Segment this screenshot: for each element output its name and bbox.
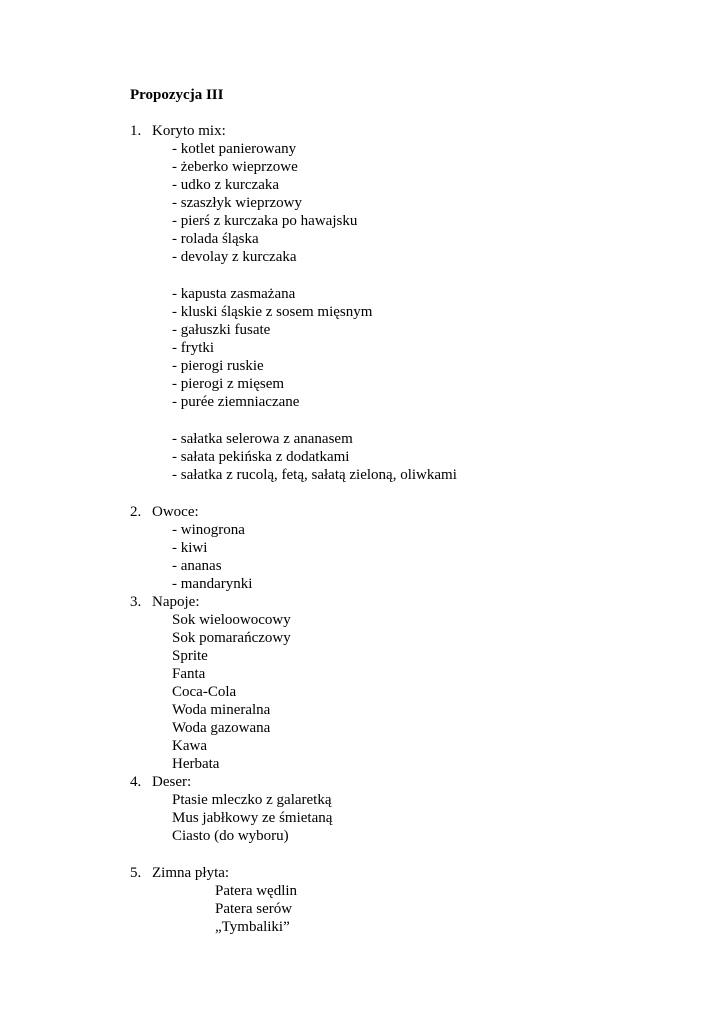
section-2-heading: Owoce: <box>152 504 199 520</box>
list-item: Woda mineralna <box>172 702 271 718</box>
list-item: - ananas <box>172 558 222 574</box>
list-item: Sprite <box>172 648 208 664</box>
list-item: - purée ziemniaczane <box>172 394 300 410</box>
section-4-number: 4. <box>130 774 142 790</box>
list-item: Sok pomarańczowy <box>172 630 291 646</box>
list-item: - devolay z kurczaka <box>172 249 297 265</box>
document-title: Propozycja III <box>130 87 224 103</box>
list-item: Mus jabłkowy ze śmietaną <box>172 810 333 826</box>
section-3-number: 3. <box>130 594 142 610</box>
list-item: - winogrona <box>172 522 245 538</box>
list-item: - frytki <box>172 340 215 356</box>
list-item: - kiwi <box>172 540 208 556</box>
section-1-heading: Koryto mix: <box>152 123 226 139</box>
list-item: - udko z kurczaka <box>172 177 280 193</box>
list-item: Kawa <box>172 738 207 754</box>
list-item: - sałata pekińska z dodatkami <box>172 449 350 465</box>
list-item: Coca-Cola <box>172 684 237 700</box>
section-5-number: 5. <box>130 865 142 881</box>
section-1-number: 1. <box>130 123 142 139</box>
list-item: Ptasie mleczko z galaretką <box>172 792 332 808</box>
list-item: - sałatka selerowa z ananasem <box>172 431 353 447</box>
list-item: Ciasto (do wyboru) <box>172 828 289 844</box>
list-item: Fanta <box>172 666 206 682</box>
list-item: - sałatka z rucolą, fetą, sałatą zieloną, oliwkami <box>172 467 457 483</box>
section-2-number: 2. <box>130 504 142 520</box>
list-item: Patera serów <box>215 901 293 917</box>
section-4-heading: Deser: <box>152 774 192 790</box>
list-item: - pierogi ruskie <box>172 358 264 374</box>
list-item: Woda gazowana <box>172 720 271 736</box>
list-item: - szaszłyk wieprzowy <box>172 195 302 211</box>
list-item: - rolada śląska <box>172 231 259 247</box>
list-item: - żeberko wieprzowe <box>172 159 298 175</box>
list-item: - pierś z kurczaka po hawajsku <box>172 213 358 229</box>
list-item: - gałuszki fusate <box>172 322 271 338</box>
section-5-heading: Zimna płyta: <box>152 865 230 881</box>
list-item: Herbata <box>172 756 220 772</box>
list-item: - kluski śląskie z sosem mięsnym <box>172 304 373 320</box>
section-3-heading: Napoje: <box>152 594 200 610</box>
list-item: - mandarynki <box>172 576 253 592</box>
list-item: „Tymbaliki” <box>215 919 290 935</box>
list-item: - pierogi z mięsem <box>172 376 285 392</box>
list-item: - kapusta zasmażana <box>172 286 296 302</box>
list-item: Patera wędlin <box>215 883 298 899</box>
list-item: Sok wieloowocowy <box>172 612 291 628</box>
list-item: - kotlet panierowany <box>172 141 297 157</box>
